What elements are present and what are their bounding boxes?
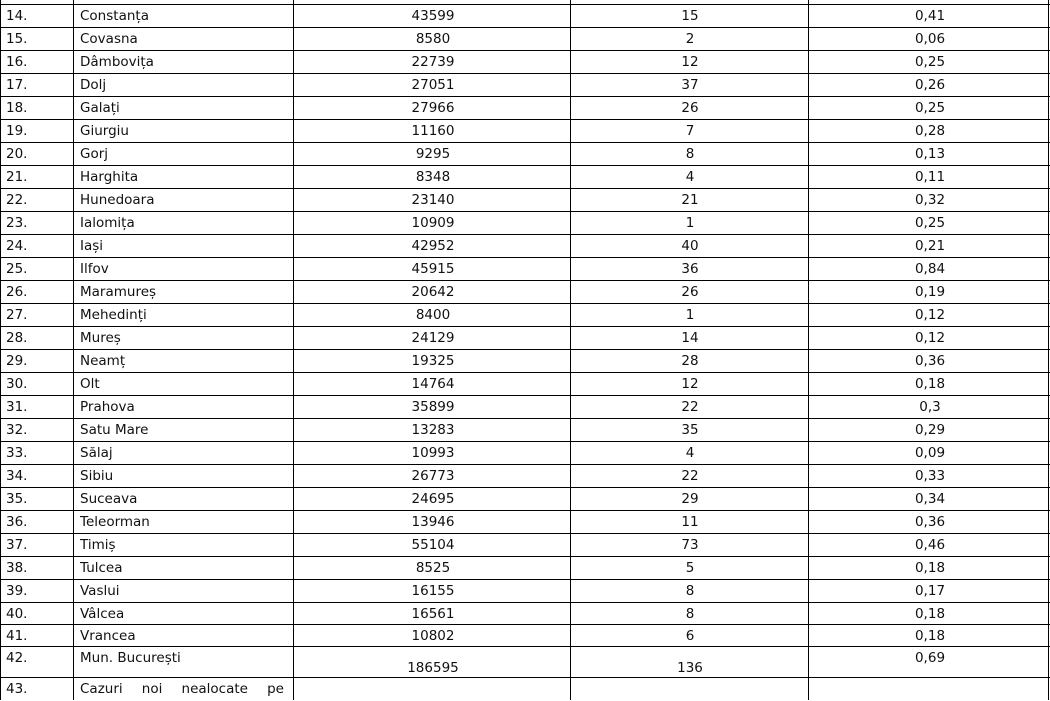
population-value: 23140	[411, 192, 455, 208]
table-row	[0, 647, 1050, 677]
row-divider	[0, 533, 1050, 534]
table-row	[0, 143, 1050, 165]
rate-value: 0,25	[914, 215, 946, 231]
county-name: Vrancea	[80, 628, 136, 644]
row-number: 21.	[6, 169, 28, 185]
county-name: Vaslui	[80, 583, 120, 599]
row-divider	[0, 395, 1050, 396]
population-value: 8348	[415, 169, 451, 185]
table-row	[0, 350, 1050, 372]
rate-value: 0,12	[914, 330, 946, 346]
row-divider	[0, 464, 1050, 465]
table-row	[0, 212, 1050, 234]
table-row	[0, 511, 1050, 533]
table-row	[0, 97, 1050, 119]
cases-value: 21	[681, 192, 699, 208]
rate-value: 0,33	[914, 468, 946, 484]
rate-value: 0,19	[914, 284, 946, 300]
table-row	[0, 442, 1050, 464]
population-value: 35899	[411, 399, 455, 415]
population-value: 43599	[411, 8, 455, 24]
row-divider	[0, 418, 1050, 419]
cases-value: 15	[681, 8, 699, 24]
row-number: 23.	[6, 215, 28, 231]
row-number: 37.	[6, 537, 28, 553]
county-name: Teleorman	[80, 514, 150, 530]
row-divider	[0, 257, 1050, 258]
row-number: 41.	[6, 628, 28, 644]
cases-value: 36	[681, 261, 699, 277]
cases-value: 8	[685, 146, 695, 162]
row-divider	[0, 303, 1050, 304]
table-row	[0, 419, 1050, 441]
cases-value: 136	[677, 660, 703, 676]
population-value: 20642	[411, 284, 455, 300]
row-number: 15.	[6, 31, 28, 47]
rate-value: 0,41	[914, 8, 946, 24]
cases-value: 35	[681, 422, 699, 438]
cases-value: 2	[685, 31, 695, 47]
population-value: 8525	[415, 560, 451, 576]
rate-value: 0,46	[914, 537, 946, 553]
cases-value: 1	[685, 307, 695, 323]
row-number: 25.	[6, 261, 28, 277]
population-value: 42952	[411, 238, 455, 254]
row-divider	[0, 188, 1050, 189]
county-name: Giurgiu	[80, 123, 129, 139]
cases-value: 1	[685, 215, 695, 231]
cases-value: 26	[681, 284, 699, 300]
county-name: Tulcea	[80, 560, 123, 576]
county-name: Suceava	[80, 491, 138, 507]
cases-value: 4	[685, 169, 695, 185]
population-value: 10909	[411, 215, 455, 231]
cases-value: 6	[685, 628, 695, 644]
row-divider	[0, 677, 1050, 678]
county-name: Satu Mare	[80, 422, 149, 438]
population-value: 8400	[415, 307, 451, 323]
table-row	[0, 465, 1050, 487]
county-name: Mun. București	[80, 650, 181, 666]
cases-value: 8	[685, 583, 695, 599]
population-value: 27966	[411, 100, 455, 116]
row-divider	[0, 50, 1050, 51]
population-value: 10993	[411, 445, 455, 461]
rate-value: 0,18	[914, 376, 946, 392]
population-value: 24129	[411, 330, 455, 346]
row-number: 29.	[6, 353, 28, 369]
population-value: 45915	[411, 261, 455, 277]
rate-value: 0,29	[914, 422, 946, 438]
table-row	[0, 373, 1050, 395]
row-number: 18.	[6, 100, 28, 116]
county-name: Gorj	[80, 146, 109, 162]
population-value: 14764	[411, 376, 455, 392]
column-divider	[570, 0, 571, 700]
table-row	[0, 28, 1050, 50]
county-name: Prahova	[80, 399, 135, 415]
table-row	[0, 678, 1050, 701]
population-value: 26773	[411, 468, 455, 484]
cases-value: 12	[681, 376, 699, 392]
rate-value: 0,84	[914, 261, 946, 277]
row-divider	[0, 646, 1050, 647]
row-number: 30.	[6, 376, 28, 392]
row-divider	[0, 280, 1050, 281]
population-value: 11160	[411, 123, 455, 139]
row-number: 28.	[6, 330, 28, 346]
population-value: 13283	[411, 422, 455, 438]
row-divider	[0, 487, 1050, 488]
county-name: Sălaj	[80, 445, 113, 461]
population-value: 27051	[411, 77, 455, 93]
table-row	[0, 557, 1050, 579]
cases-value: 22	[681, 468, 699, 484]
row-number: 24.	[6, 238, 28, 254]
county-name: Mureș	[80, 330, 121, 346]
table-row	[0, 625, 1050, 646]
table-row	[0, 51, 1050, 73]
county-name: Maramureș	[80, 284, 157, 300]
population-value: 10802	[411, 628, 455, 644]
rate-value: 0,21	[914, 238, 946, 254]
row-number: 35.	[6, 491, 28, 507]
cases-value: 73	[681, 537, 699, 553]
rate-value: 0,3	[919, 399, 941, 415]
cases-value: 22	[681, 399, 699, 415]
county-name: Vâlcea	[80, 606, 125, 622]
row-divider	[0, 27, 1050, 28]
table-row	[0, 166, 1050, 188]
row-number: 16.	[6, 54, 28, 70]
county-name: Covasna	[80, 31, 138, 47]
row-number: 40.	[6, 606, 28, 622]
table-row	[0, 235, 1050, 257]
row-divider	[0, 510, 1050, 511]
row-number: 19.	[6, 123, 28, 139]
table-row	[0, 281, 1050, 303]
row-number: 43.	[6, 681, 28, 697]
cases-value: 4	[685, 445, 695, 461]
rate-value: 0,06	[914, 31, 946, 47]
row-divider	[0, 556, 1050, 557]
row-number: 27.	[6, 307, 28, 323]
table-row	[0, 396, 1050, 418]
population-value: 16561	[411, 606, 455, 622]
row-divider	[0, 211, 1050, 212]
row-divider	[0, 624, 1050, 625]
table-row	[0, 304, 1050, 326]
table-row	[0, 120, 1050, 142]
population-value	[296, 678, 570, 701]
county-name: Olt	[80, 376, 100, 392]
row-number: 17.	[6, 77, 28, 93]
rate-value: 0,18	[914, 606, 946, 622]
rate-value: 0,18	[914, 628, 946, 644]
rate-value: 0,25	[914, 54, 946, 70]
population-value: 22739	[411, 54, 455, 70]
county-name: Constanța	[80, 8, 149, 24]
rate-value: 0,11	[914, 169, 946, 185]
row-number: 32.	[6, 422, 28, 438]
county-name: Mehedinți	[80, 307, 147, 323]
table-row	[0, 74, 1050, 96]
population-value: 16155	[411, 583, 455, 599]
table-row	[0, 580, 1050, 602]
rate-value: 0,17	[914, 583, 946, 599]
county-name: Hunedoara	[80, 192, 155, 208]
cases-value: 40	[681, 238, 699, 254]
row-number: 20.	[6, 146, 28, 162]
cases-value: 29	[681, 491, 699, 507]
table-row	[0, 5, 1050, 27]
row-divider	[0, 142, 1050, 143]
table-row	[0, 189, 1050, 211]
cases-value: 26	[681, 100, 699, 116]
population-value: 9295	[415, 146, 451, 162]
row-divider	[0, 326, 1050, 327]
county-name: Neamț	[80, 353, 126, 369]
column-divider	[808, 0, 809, 700]
county-name: Ilfov	[80, 261, 109, 277]
cases-value: 5	[685, 560, 695, 576]
rate-value: 0,69	[914, 650, 946, 666]
county-name: Timiș	[80, 537, 116, 553]
table-row	[0, 258, 1050, 280]
rate-value: 0,34	[914, 491, 946, 507]
population-value: 19325	[411, 353, 455, 369]
cases-value: 7	[685, 123, 695, 139]
table-row	[0, 327, 1050, 349]
row-number: 34.	[6, 468, 28, 484]
row-divider	[0, 579, 1050, 580]
rate-value: 0,32	[914, 192, 946, 208]
county-name: Cazuri noi nealocate pe	[80, 681, 284, 697]
cases-value: 11	[681, 514, 699, 530]
county-name: Iași	[80, 238, 104, 254]
rate-value: 0,25	[914, 100, 946, 116]
cases-value: 28	[681, 353, 699, 369]
rate-value: 0,36	[914, 514, 946, 530]
population-value: 186595	[407, 660, 459, 676]
column-divider	[1048, 0, 1049, 700]
row-number: 26.	[6, 284, 28, 300]
cases-value: 37	[681, 77, 699, 93]
county-name: Harghita	[80, 169, 139, 185]
row-divider	[0, 602, 1050, 603]
row-divider	[0, 4, 1050, 5]
cases-value: 14	[681, 330, 699, 346]
population-value: 13946	[411, 514, 455, 530]
table-row	[0, 603, 1050, 624]
county-name: Galați	[80, 100, 120, 116]
county-name: Sibiu	[80, 468, 114, 484]
row-divider	[0, 234, 1050, 235]
county-name: Ialomița	[80, 215, 135, 231]
rate-value: 0,36	[914, 353, 946, 369]
row-number: 22.	[6, 192, 28, 208]
row-number: 39.	[6, 583, 28, 599]
rate-value: 0,26	[914, 77, 946, 93]
cases-value: 12	[681, 54, 699, 70]
rate-value	[810, 678, 1050, 701]
county-name: Dolj	[80, 77, 107, 93]
row-number: 36.	[6, 514, 28, 530]
table-row	[0, 488, 1050, 510]
row-number: 33.	[6, 445, 28, 461]
rate-value: 0,18	[914, 560, 946, 576]
column-divider	[73, 0, 74, 700]
table-row	[0, 534, 1050, 556]
row-number: 38.	[6, 560, 28, 576]
row-divider	[0, 372, 1050, 373]
rate-value: 0,09	[914, 445, 946, 461]
rate-value: 0,28	[914, 123, 946, 139]
column-divider	[293, 0, 294, 700]
row-number: 31.	[6, 399, 28, 415]
population-value: 55104	[411, 537, 455, 553]
county-name: Dâmbovița	[80, 54, 154, 70]
row-divider	[0, 349, 1050, 350]
cases-value	[572, 678, 808, 701]
population-value: 24695	[411, 491, 455, 507]
cases-value: 8	[685, 606, 695, 622]
row-divider	[0, 73, 1050, 74]
row-divider	[0, 165, 1050, 166]
rate-value: 0,13	[914, 146, 946, 162]
rate-value: 0,12	[914, 307, 946, 323]
row-divider	[0, 441, 1050, 442]
row-number: 42.	[6, 650, 28, 666]
row-divider	[0, 96, 1050, 97]
row-divider	[0, 119, 1050, 120]
column-divider	[0, 0, 1, 700]
population-value: 8580	[415, 31, 451, 47]
row-number: 14.	[6, 8, 28, 24]
